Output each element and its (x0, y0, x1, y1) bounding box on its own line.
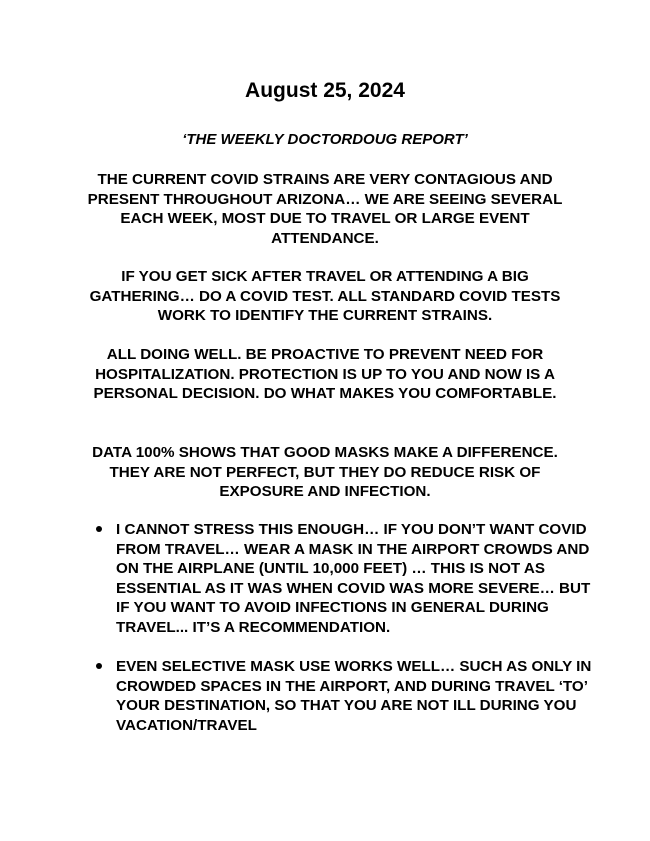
bullet-dot-icon (96, 663, 102, 669)
paragraph-masks-data: DATA 100% SHOWS THAT GOOD MASKS MAKE A DIFFERENCE. THEY ARE NOT PERFECT, BUT THEY DO REDUCE RISK OF EXPOSURE AND INFECTION. (92, 444, 558, 500)
list-item-text: I CANNOT STRESS THIS ENOUGH… IF YOU DON’T WANT COVID FROM TRAVEL… WEAR A MASK IN THE AIRPORT CROWDS AND ON THE AIRPLANE (UNTIL 10,000 FEET) … THIS IS NOT AS ESSENTIAL AS IT WAS WHEN COVID WAS MORE SEVERE… BUT IF YOU WANT TO AVOID INFECTIONS IN GENERAL DURING TRAVEL... IT’S A RECOMMENDATION. (116, 521, 591, 636)
list-item (92, 520, 592, 638)
paragraph-personal-decision: ALL DOING WELL. BE PROACTIVE TO PREVENT NEED FOR HOSPITALIZATION. PROTECTION IS UP TO YOU AND NOW IS A PERSONAL DECISION. DO WHAT MAKES YOU COMFORTABLE. (93, 346, 557, 402)
report-title: ‘THE WEEKLY DOCTORDOUG REPORT’ (182, 131, 468, 148)
recommendation-list (92, 520, 592, 736)
paragraph-covid-test: IF YOU GET SICK AFTER TRAVEL OR ATTENDING A BIG GATHERING… DO A COVID TEST. ALL STANDARD COVID TESTS WORK TO IDENTIFY THE CURRENT STRAINS. (89, 268, 561, 324)
list-item-text: EVEN SELECTIVE MASK USE WORKS WELL… SUCH AS ONLY IN CROWDED SPACES IN THE AIRPORT, AND DURING TRAVEL ‘TO’ YOUR DESTINATION, SO THAT YOU ARE NOT ILL DURING YOU VACATION/TRAVEL (116, 658, 592, 734)
document-date: August 25, 2024 (245, 79, 405, 102)
bullet-dot-icon (96, 526, 102, 532)
paragraph-covid-strains: THE CURRENT COVID STRAINS ARE VERY CONTAGIOUS AND PRESENT THROUGHOUT ARIZONA… WE ARE SEEING SEVERAL EACH WEEK, MOST DUE TO TRAVEL OR LARGE EVENT ATTENDANCE. (87, 171, 563, 247)
list-item (92, 657, 592, 735)
